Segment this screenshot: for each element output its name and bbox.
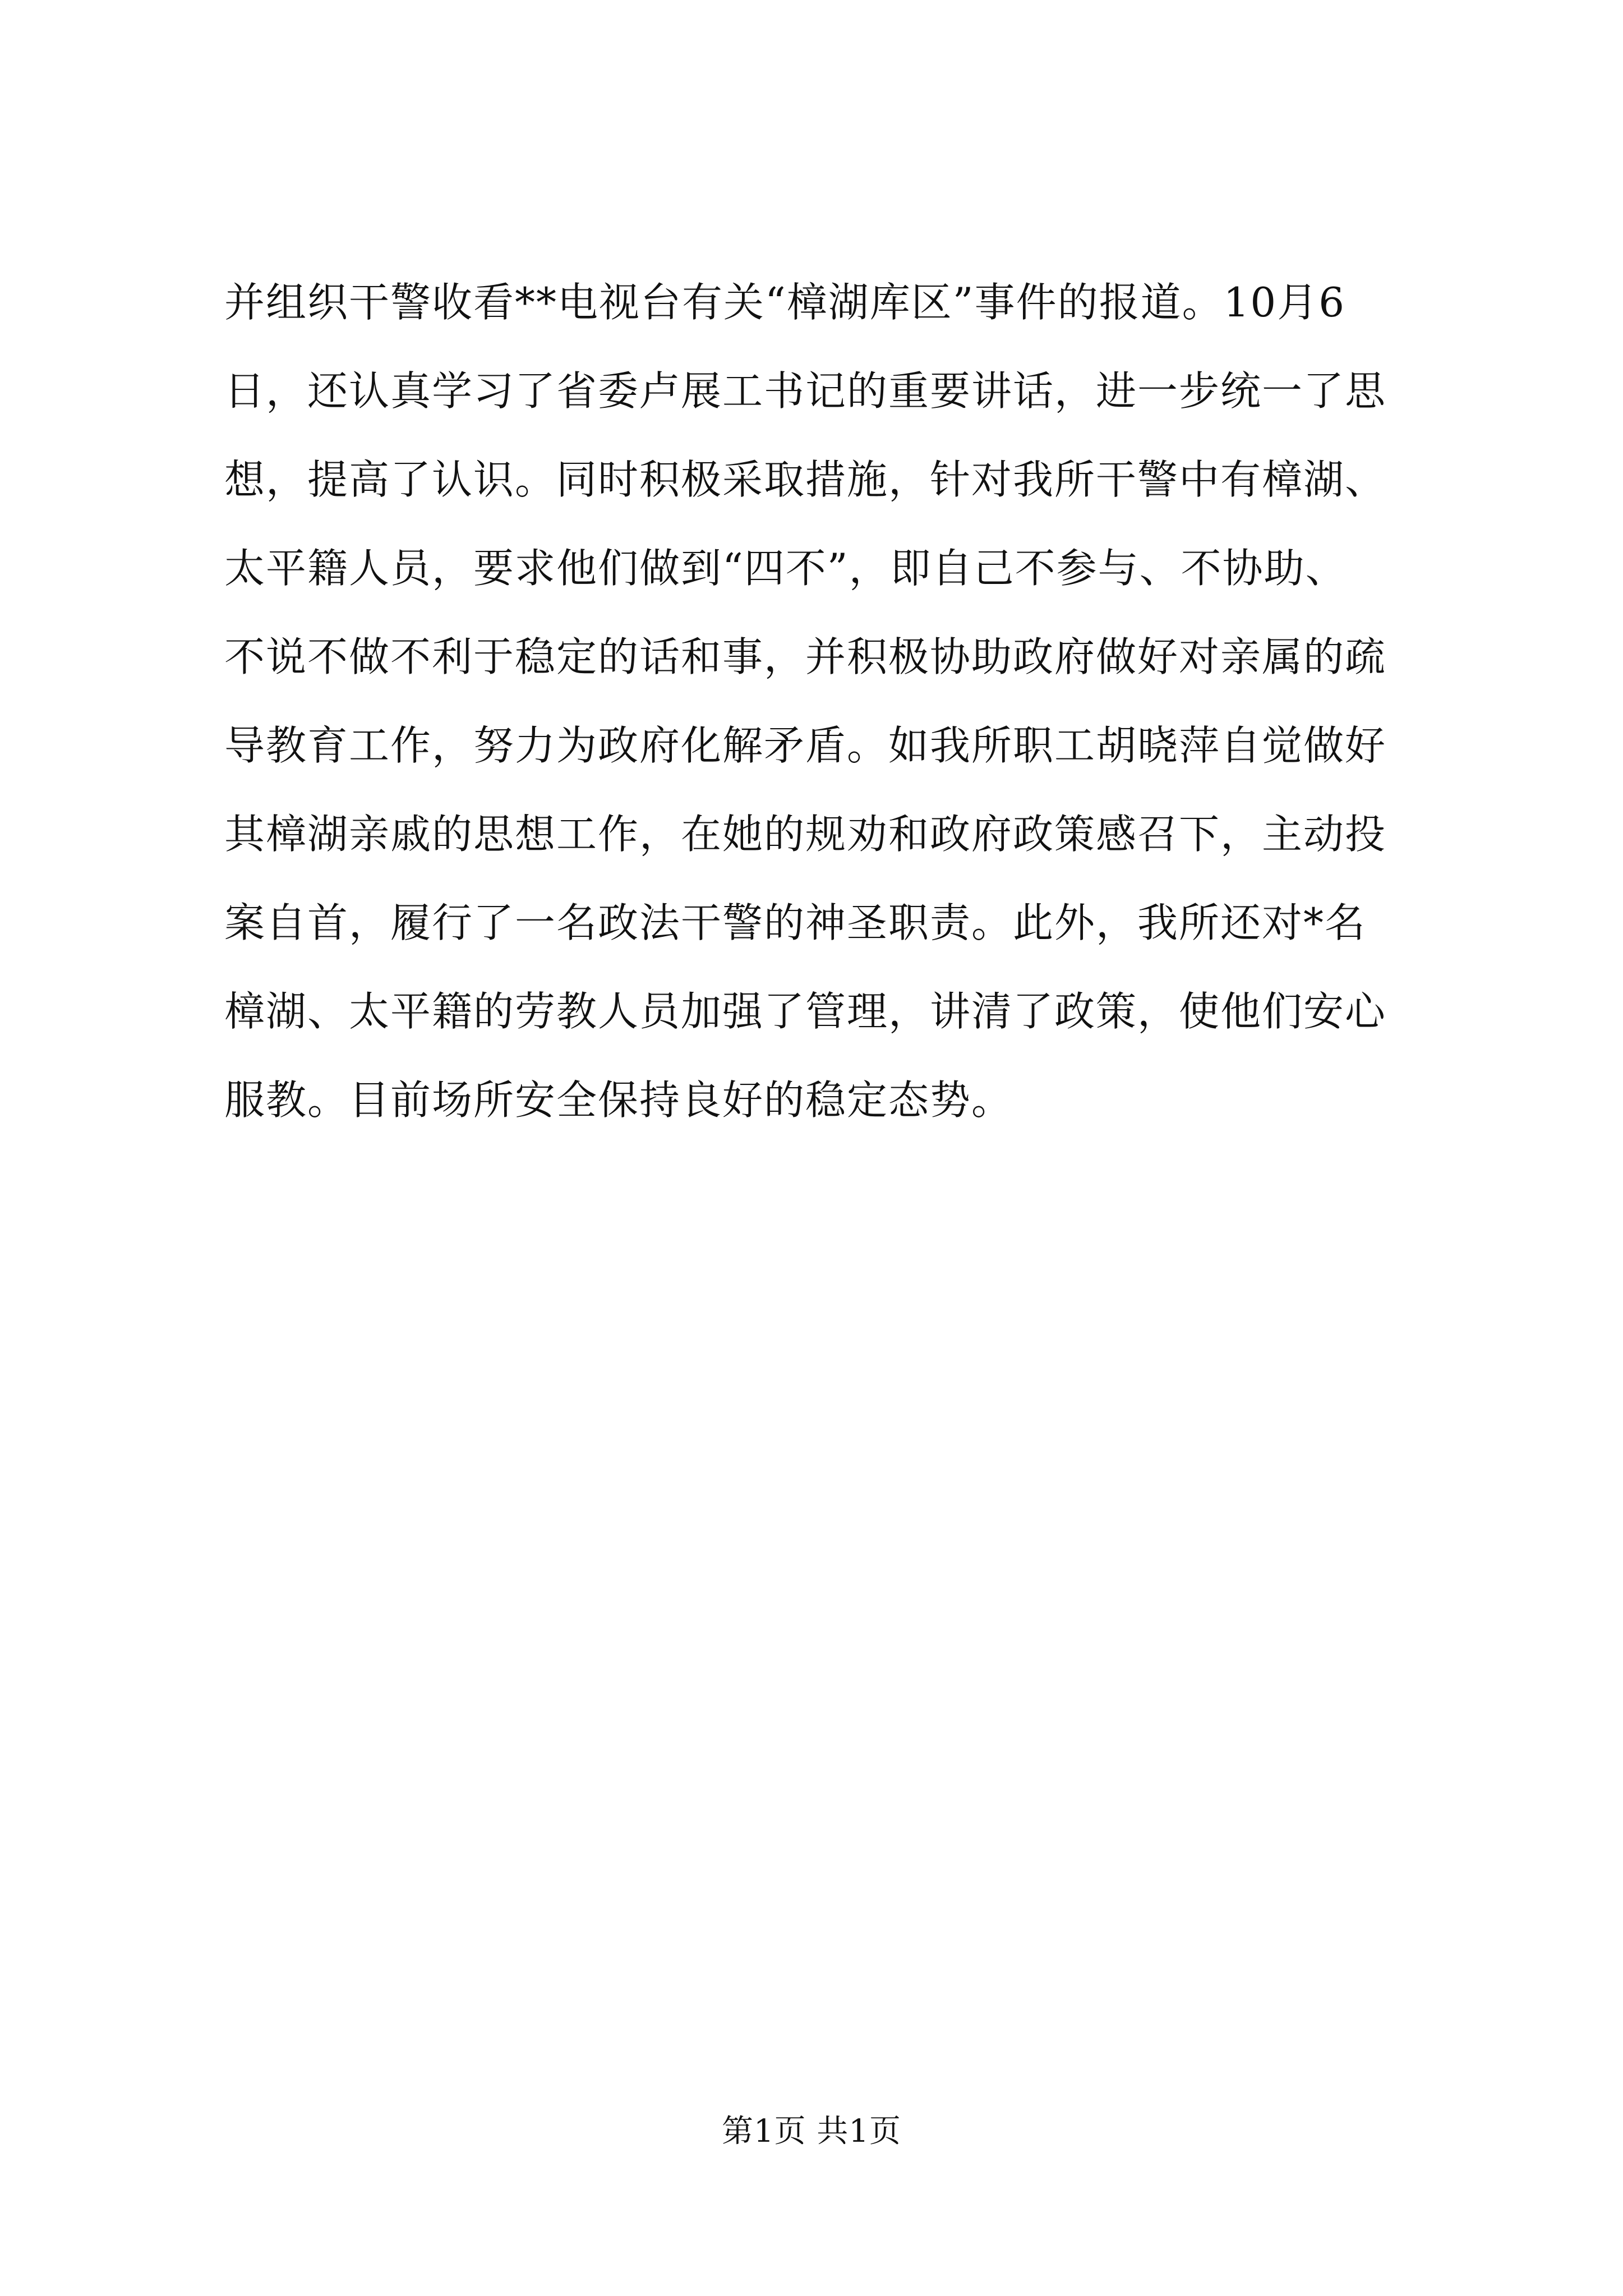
paragraph-line: 导教育工作，努力为政府化解矛盾。如我所职工胡晓萍自觉做好 xyxy=(224,722,1387,769)
paragraph-line: 其樟湖亲戚的思想工作，在她的规劝和政府政策感召下，主动投 xyxy=(224,811,1387,858)
paragraph-line: 不说不做不利于稳定的话和事，并积极协助政府做好对亲属的疏 xyxy=(224,633,1387,680)
page-footer: 第1页 共1页 xyxy=(721,2113,902,2150)
body-paragraph xyxy=(224,258,1436,1144)
paragraph-line: 樟湖、太平籍的劳教人员加强了管理，讲清了政策，使他们安心 xyxy=(224,988,1387,1035)
paragraph-line: 日，还认真学习了省委卢展工书记的重要讲话，进一步统一了思 xyxy=(224,367,1387,415)
paragraph-line: 案自首，履行了一名政法干警的神圣职责。此外，我所还对*名 xyxy=(224,899,1367,946)
paragraph-line: 想，提高了认识。同时积极采取措施，针对我所干警中有樟湖、 xyxy=(224,456,1387,503)
paragraph-line: 太平籍人员，要求他们做到“四不”，即自己不参与、不协助、 xyxy=(224,545,1347,592)
paragraph-line: 并组织干警收看**电视台有关“樟湖库区”事件的报道。10月6 xyxy=(224,279,1346,326)
paragraph-line: 服教。目前场所安全保持良好的稳定态势。 xyxy=(224,1076,1013,1124)
